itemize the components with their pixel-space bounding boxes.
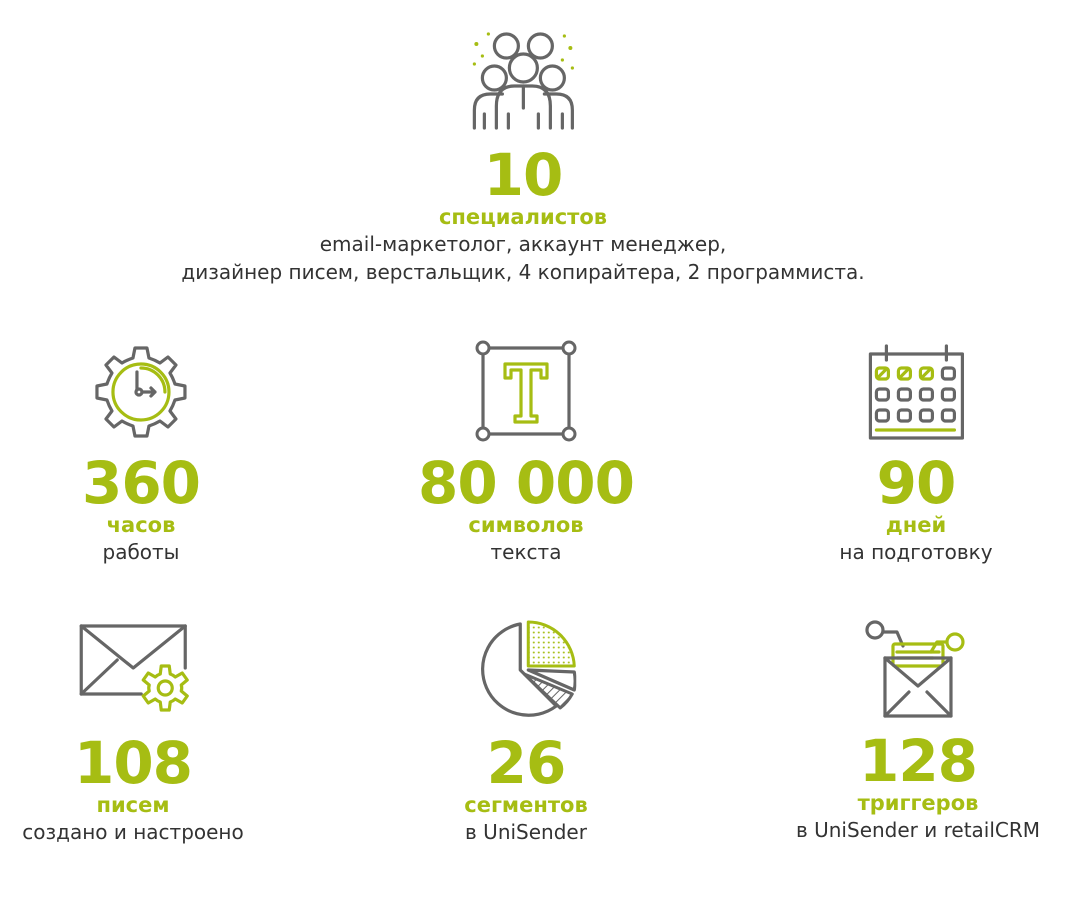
emails-number: 108 [73,729,193,797]
chars-desc: текста [490,540,562,564]
team-unit: специалистов [438,205,608,229]
segments-number: 26 [486,729,566,797]
days-unit: дней [885,513,947,537]
team-stat [181,28,864,286]
hours-stat [82,342,200,566]
pie-chart-icon [476,620,576,720]
calendar-icon [866,342,966,442]
emails-unit: писем [96,793,170,817]
text-frame-icon [475,340,577,442]
envelope-gear-icon [77,620,189,720]
triggers-unit: триггеров [857,791,979,815]
chars-stat [418,340,634,566]
triggers-desc: в UniSender и retailCRM [795,818,1041,842]
people-group-icon [468,28,578,132]
segments-stat [464,620,587,846]
hours-unit: часов [106,513,176,537]
team-desc-line1: email-маркетолог, аккаунт менеджер, [319,232,727,256]
days-stat [839,342,992,566]
days-desc: на подготовку [839,540,993,564]
triggers-stat [796,618,1040,844]
triggers-number: 128 [858,727,978,795]
emails-stat [22,620,244,846]
segments-desc: в UniSender [465,820,587,844]
segments-unit: сегментов [464,793,588,817]
team-number: 10 [483,141,563,209]
days-number: 90 [876,449,956,517]
chars-unit: символов [468,513,584,537]
emails-desc: создано и настроено [22,820,244,844]
team-desc-line2: дизайнер писем, верстальщик, 4 копирайтера, 2 программиста. [181,260,865,284]
chars-number: 80 000 [418,449,634,517]
clock-gear-icon [91,342,191,442]
envelope-trigger-icon [863,618,973,720]
hours-number: 360 [81,449,201,517]
hours-desc: работы [102,540,180,564]
